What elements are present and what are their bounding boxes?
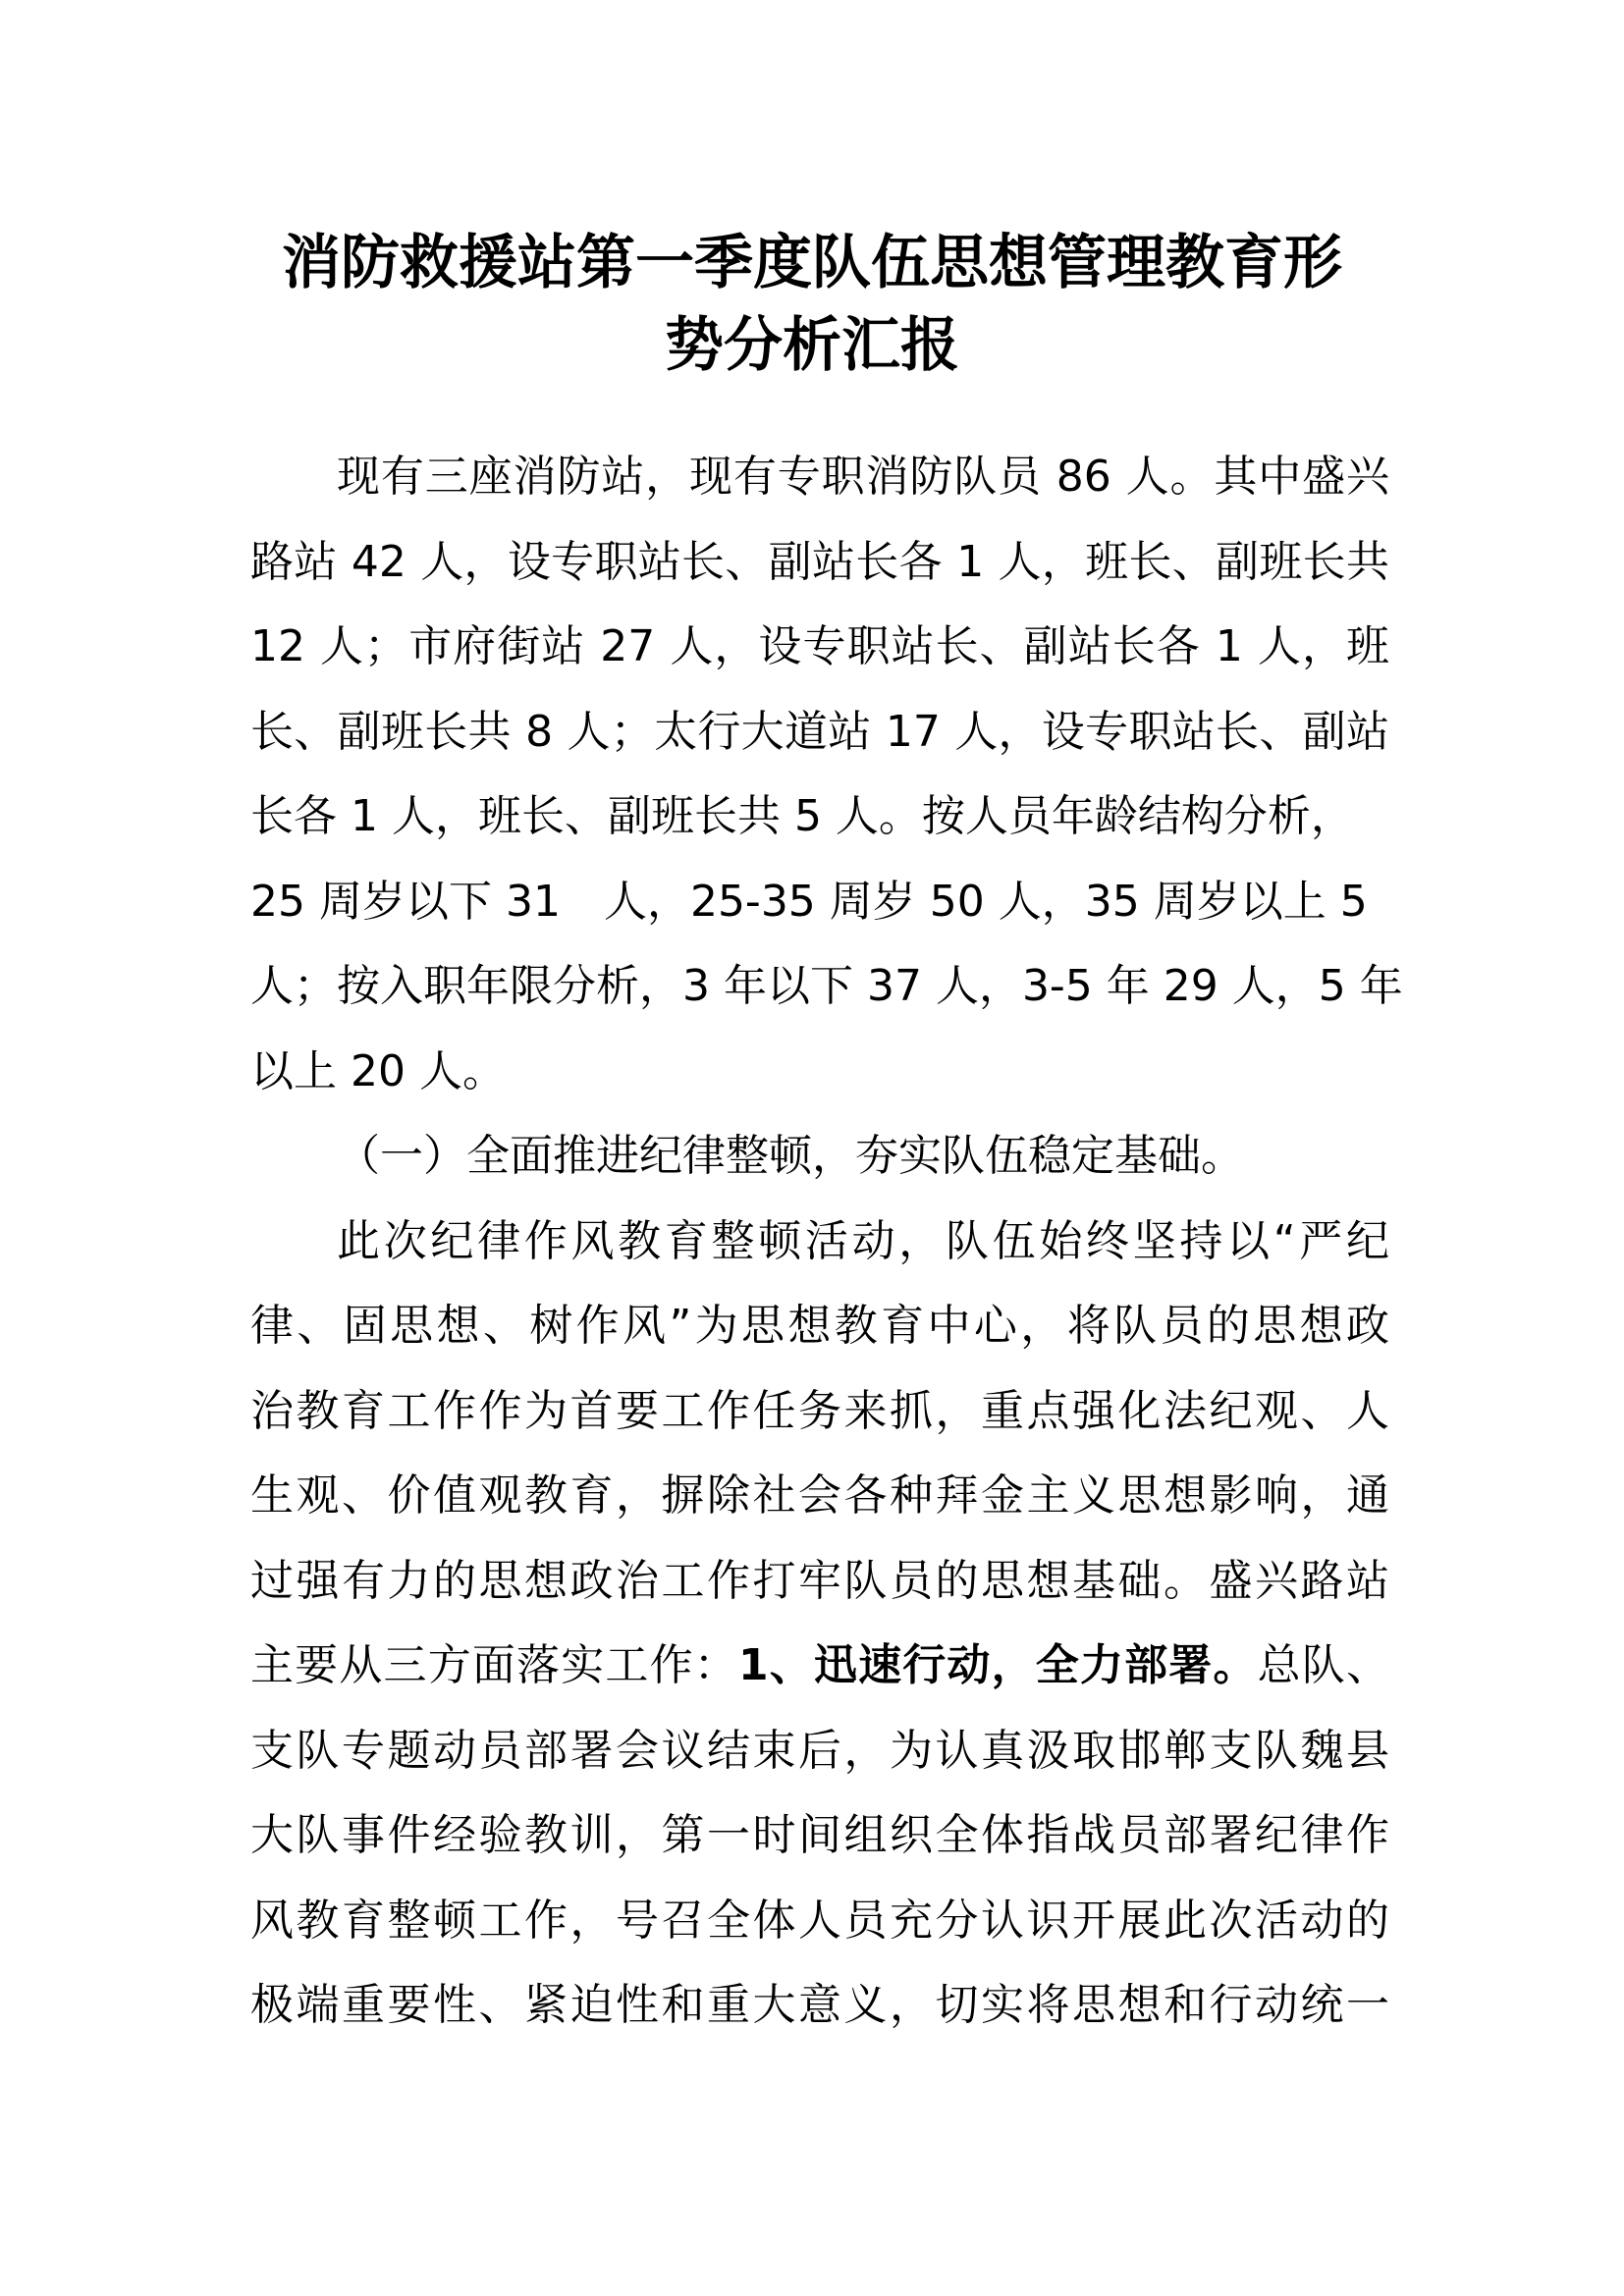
title-line-1: 消防救援站第一季度队伍思想管理教育形: [282, 229, 1342, 297]
section-heading: （一）全面推进纪律整顿，夯实队伍稳定基础。: [337, 1131, 1244, 1181]
title-line-2: 势分析汇报: [665, 311, 959, 380]
paragraph-line: 25 周岁以下 31 人，25-35 周岁 50 人，35 周岁以上 5: [250, 876, 1368, 927]
paragraph-line: 支队专题动员部署会议结束后，为认真汲取邯郸支队魏县: [250, 1725, 1389, 1776]
paragraph-line: 路站 42 人，设专职站长、副站长各 1 人，班长、副班长共: [250, 536, 1389, 587]
paragraph-line: 此次纪律作风教育整顿活动，队伍始终坚持以“严纪: [337, 1215, 1389, 1266]
paragraph-line: 以上 20 人。: [250, 1045, 506, 1096]
paragraph-line: 生观、价值观教育，摒除社会各种拜金主义思想影响，通: [250, 1470, 1389, 1521]
paragraph-line: 人；按入职年限分析，3 年以下 37 人，3-5 年 29 人，5 年: [250, 961, 1403, 1011]
paragraph-line: 长各 1 人，班长、副班长共 5 人。按人员年龄结构分析，: [250, 791, 1354, 841]
paragraph-line: 现有三座消防站，现有专职消防队员 86 人。其中盛兴: [337, 452, 1389, 502]
paragraph-line: 风教育整顿工作，号召全体人员充分认识开展此次活动的: [250, 1895, 1389, 1946]
paragraph-line: 治教育工作作为首要工作任务来抓，重点强化法纪观、人: [250, 1385, 1389, 1436]
bold-subheading: 1、迅速行动，全力部署。: [737, 1640, 1258, 1690]
paragraph-line: 长、副班长共 8 人；太行大道站 17 人，设专职站长、副站: [250, 706, 1389, 757]
paragraph-line: 大队事件经验教训，第一时间组织全体指战员部署纪律作: [250, 1810, 1389, 1860]
paragraph-line: 12 人；市府街站 27 人，设专职站长、副站长各 1 人，班: [250, 621, 1389, 671]
text-before-bold: 主要从三方面落实工作：: [250, 1640, 738, 1690]
paragraph-line-with-bold: [250, 1624, 1389, 1709]
document-title: [0, 222, 1624, 387]
document-body: [250, 435, 1403, 2049]
text-after-bold: 总队、: [1257, 1640, 1390, 1690]
paragraph-line: 极端重要性、紧迫性和重大意义，切实将思想和行动统一: [250, 1980, 1389, 2030]
paragraph-line: 过强有力的思想政治工作打牢队员的思想基础。盛兴路站: [250, 1555, 1389, 1606]
paragraph-line: 律、固思想、树作风”为思想教育中心，将队员的思想政: [250, 1301, 1389, 1351]
